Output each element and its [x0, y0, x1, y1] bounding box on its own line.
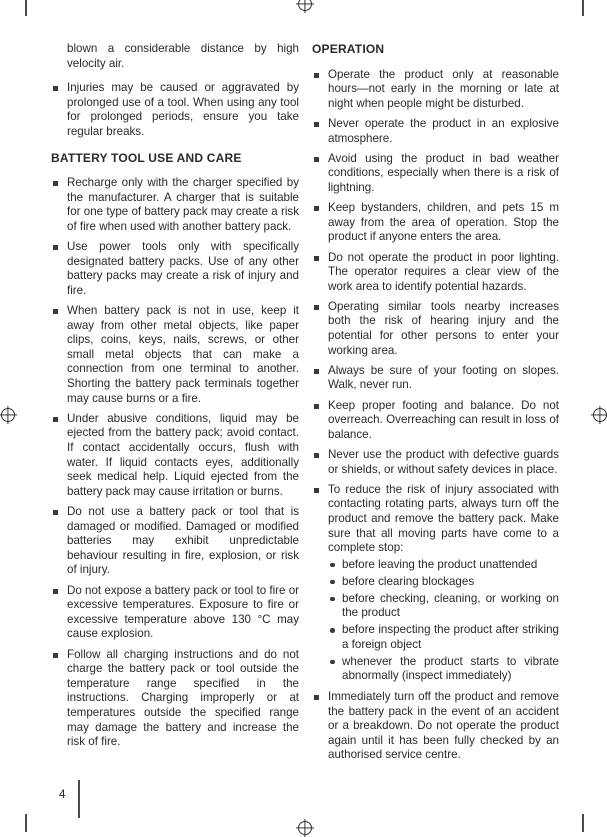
operation-item: Keep proper footing and balance. Do not overreach. Overreaching can result in loss of balance. [312, 399, 559, 443]
operation-item: Operate the product only at reasonable hours—not early in the morning or late at night when people might be disturbed. [312, 68, 559, 112]
stop-condition-item: before clearing blockages [312, 575, 559, 590]
stop-condition-item: before inspecting the product after striking a foreign object [312, 623, 559, 652]
operation-item: Avoid using the product in bad weather conditions, especially when there is a risk of lightning. [312, 152, 559, 196]
page-number: 4 [59, 788, 66, 801]
battery-item: Use power tools only with specifically designated battery packs. Use of any other battery packs may create a risk of injury and fire. [51, 240, 299, 298]
stop-condition-item: before checking, cleaning, or working on the product [312, 592, 559, 621]
registration-mark-left-icon [1, 408, 15, 422]
operation-item: Do not operate the product in poor lighting. The operator requires a clear view of the work area to identify potential hazards. [312, 251, 559, 295]
crop-mark-bottom-right [582, 814, 584, 832]
crop-mark-bottom-left [25, 814, 27, 832]
page-number-rule [78, 780, 80, 818]
registration-mark-right-icon [593, 408, 607, 422]
section-heading-operation: OPERATION [312, 42, 385, 56]
registration-mark-bottom-icon [298, 821, 312, 835]
section-heading-battery-tool-use: BATTERY TOOL USE AND CARE [51, 150, 242, 165]
operation-item: Operating similar tools nearby increases both the risk of hearing injury and the potential for other persons to enter your working area. [312, 300, 559, 358]
battery-item: Do not expose a battery pack or tool to fire or excessive temperatures. Exposure to fire or excessive temperature above 130 °C may cause explosion. [51, 584, 299, 642]
battery-item: Under abusive conditions, liquid may be ejected from the battery pack; avoid contact. If contact accidentally occurs, flush with water. If liquid contacts eyes, additionally seek medical help. Liquid ejected from the battery pack may cause irritation or burns. [51, 412, 299, 500]
operation-item: Always be sure of your footing on slopes. Walk, never run. [312, 364, 559, 393]
crop-mark-top-left [25, 0, 27, 16]
operation-item: To reduce the risk of injury associated with contacting rotating parts, always turn off the product and remove the battery pack. Make sure that all moving parts have come to a complete stop: [312, 483, 559, 556]
safety-item: Injuries may be caused or aggravated by prolonged use of a tool. When using any tool for prolonged periods, ensure you take regular breaks. [51, 81, 299, 139]
crop-mark-top-right [582, 0, 584, 16]
operation-item: Keep bystanders, children, and pets 15 m away from the area of operation. Stop the product if anyone enters the area. [312, 201, 559, 245]
stop-condition-item: before leaving the product unattended [312, 558, 559, 573]
operation-item: Never operate the product in an explosive atmosphere. [312, 117, 559, 146]
operation-item: Never use the product with defective guards or shields, or without safety devices in place. [312, 448, 559, 477]
battery-item: Follow all charging instructions and do not charge the battery pack or tool outside the temperature range specified in the instructions. Charging improperly or at temperatures outside the specified range may damage the battery and increase the risk of fire. [51, 648, 299, 750]
left-column [51, 42, 299, 755]
battery-item: Recharge only with the charger specified by the manufacturer. A charger that is suitable for one type of battery pack may create a risk of fire when used with another battery pack. [51, 176, 299, 234]
right-column [312, 42, 559, 769]
battery-item: Do not use a battery pack or tool that is damaged or modified. Damaged or modified batteries may exhibit unpredictable behaviour resulting in fire, explosion, or risk of injury. [51, 505, 299, 578]
stop-condition-list [312, 558, 559, 684]
registration-mark-top-icon [298, 0, 312, 11]
continuation-text: blown a considerable distance by high velocity air. [67, 42, 299, 70]
battery-item: When battery pack is not in use, keep it away from other metal objects, like paper clips, coins, keys, nails, screws, or other small metal objects that can make a connection from one terminal to another. Shorting the battery pack terminals together may cause burns or a fire. [51, 304, 299, 406]
operation-item: Immediately turn off the product and remove the battery pack in the event of an accident or a breakdown. Do not operate the product again until it has been fully checked by an authorised service centre. [312, 690, 559, 763]
stop-condition-item: whenever the product starts to vibrate abnormally (inspect immediately) [312, 655, 559, 684]
